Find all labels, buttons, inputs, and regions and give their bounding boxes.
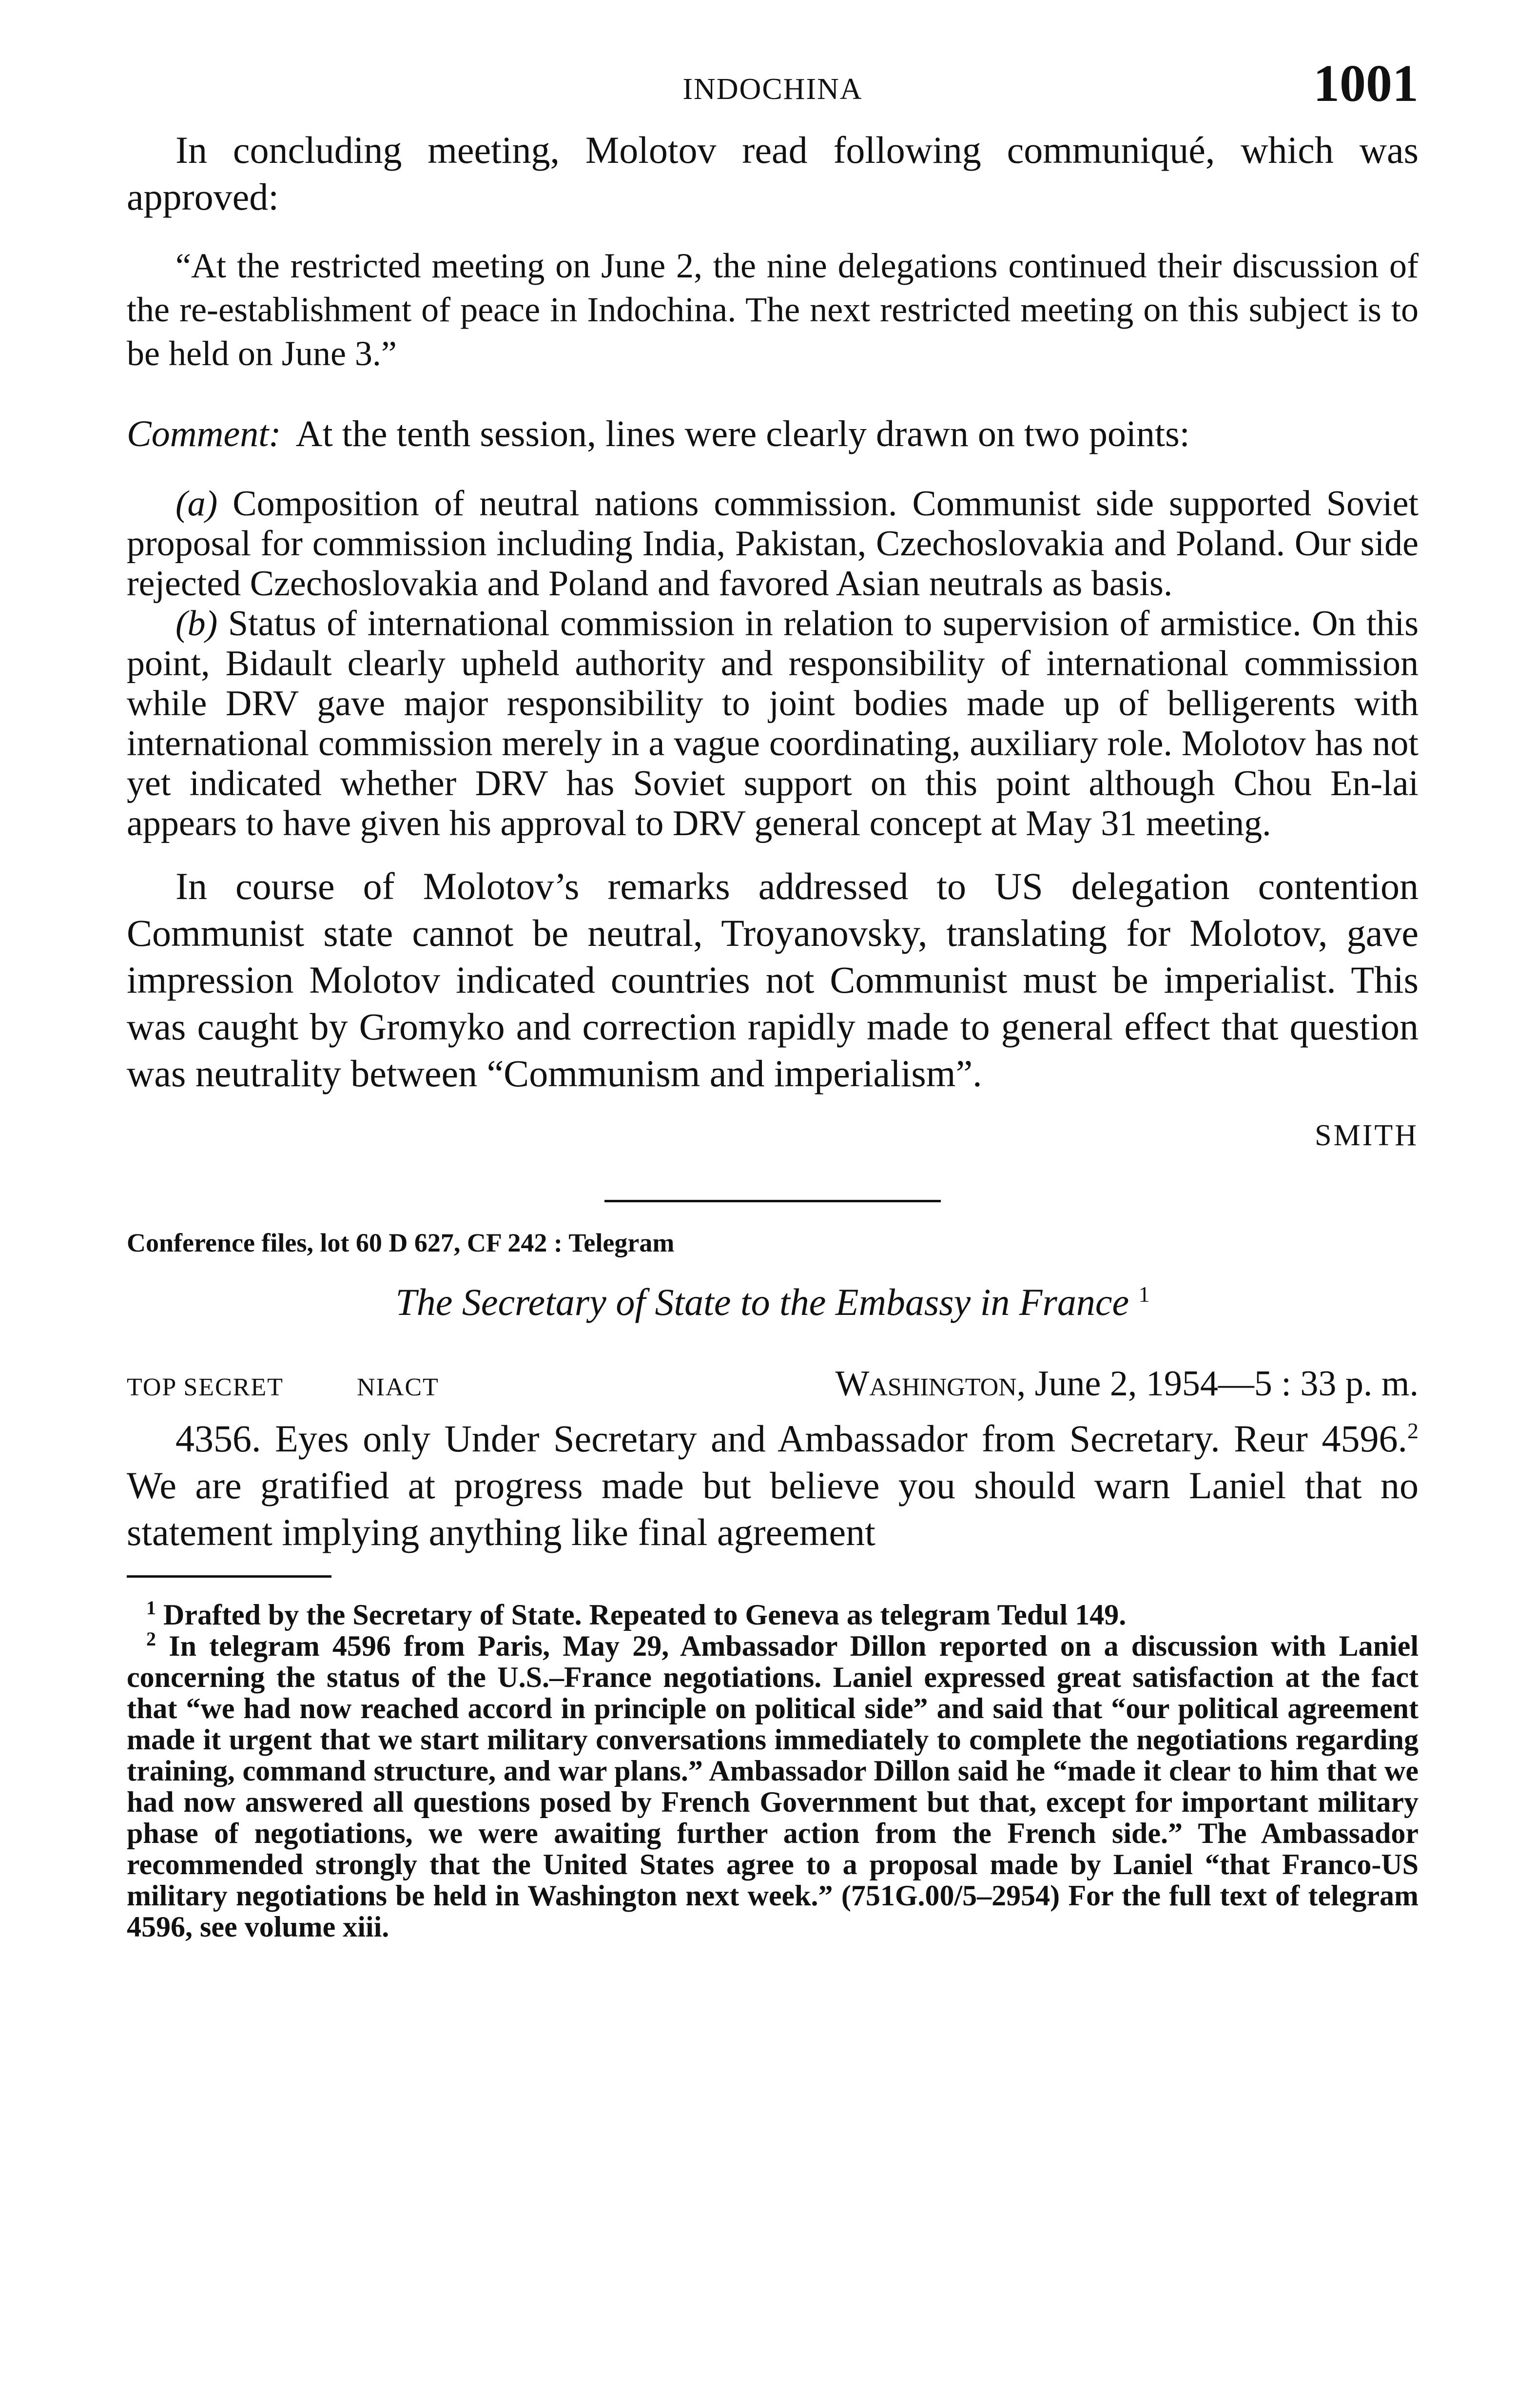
signature: SMITH xyxy=(1315,1119,1419,1152)
document-page xyxy=(127,54,1419,2374)
footnote-1-mark: 1 xyxy=(146,1597,156,1619)
point-b-paragraph xyxy=(127,604,1419,843)
footnote-1-text: Drafted by the Secretary of State. Repeated to Geneva as telegram Tedul 149. xyxy=(163,1599,1127,1631)
title-footnote-ref: 1 xyxy=(1138,1282,1150,1307)
dateline-place: Washington, xyxy=(835,1364,1026,1404)
footnote-1 xyxy=(127,1599,1419,1630)
dateline xyxy=(127,1363,1419,1405)
footnote-2-mark: 2 xyxy=(146,1628,156,1650)
dateline-date: June 2, 1954—5 : 33 p. m. xyxy=(1034,1364,1419,1404)
communique-paragraph: “At the restricted meeting on June 2, the nine delegations continued their discussion of the re-establishment of peace in Indochina. The next restricted meeting on this subject is to be held on June 3.” xyxy=(127,246,1419,373)
telegram-text-part1: 4356. Eyes only Under Secretary and Ambassador from Secretary. Reur 4596. xyxy=(175,1417,1407,1460)
section-divider xyxy=(604,1200,941,1202)
continued-telegram xyxy=(127,127,1419,1153)
classification-label: TOP SECRET xyxy=(127,1373,284,1401)
body-footnote-ref: 2 xyxy=(1407,1418,1419,1443)
footnotes xyxy=(127,1599,1419,1942)
page-number: 1001 xyxy=(1313,55,1419,113)
telegram-body xyxy=(127,1415,1419,1556)
point-a-text: Composition of neutral nations commission. Communist side supported Soviet proposal for commission including India, Pakistan, Czechoslovakia and Poland. Our side rejected Czechoslovakia and Poland and favored Asian neutrals as basis. xyxy=(127,484,1419,604)
comment-text: At the tenth session, lines were clearly drawn on two points: xyxy=(295,413,1190,454)
document-title xyxy=(127,1280,1419,1324)
comment-label: Comment: xyxy=(127,413,281,454)
point-b-text: Status of international commission in relation to supervision of armistice. On this point, Bidault clearly upheld authority and responsibility of international commission while DRV gave major responsibility to joint bodies made up of belligerents with international commission merely in a vague coordinating, auxiliary role. Molotov has not yet indicated whether DRV has Soviet support on this point although Chou En-lai appears to have given his approval to DRV general concept at May 31 meeting. xyxy=(127,604,1419,843)
telegram-text-part2: We are gratified at progress made but believe you should warn Laniel that no statement implying anything like final agreement xyxy=(127,1464,1419,1553)
running-title: INDOCHINA xyxy=(682,73,863,106)
running-head xyxy=(127,54,1419,127)
priority-label: NIACT xyxy=(356,1373,439,1401)
source-citation: Conference files, lot 60 D 627, CF 242 : Telegram xyxy=(127,1228,675,1257)
telegram-paragraph xyxy=(127,1415,1419,1556)
footnote-2-text: In telegram 4596 from Paris, May 29, Ambassador Dillon reported on a discussion with Laniel concerning the status of the U.S.–France negotiations. Laniel expressed great satisfaction at the fact that “we had now reached accord in principle on political side” and said that “our political agreement made it urgent that we start military conversations immediately to complete the negotiations regarding training, command structure, and war plans.” Ambassador Dillon said he “made it clear to him that we had now answered all questions posed by French Government but that, except for important military phase of negotiations, we were awaiting further action from the French side.” The Ambassador recommended strongly that the United States agree to a proposal made by Laniel “that Franco-US military negotiations be held in Washington next week.” (751G.00/5–2954) For the full text of telegram 4596, see volume xiii. xyxy=(127,1630,1419,1943)
comment-paragraph xyxy=(127,404,1419,464)
point-a-marker: (a) xyxy=(175,484,218,524)
footnote-divider xyxy=(127,1575,331,1578)
dateline-place-date xyxy=(836,1363,1419,1405)
footnote-2 xyxy=(127,1630,1419,1942)
intro-paragraph: In concluding meeting, Molotov read following communiqué, which was approved: xyxy=(127,129,1419,218)
document-title-text: The Secretary of State to the Embassy in France xyxy=(395,1281,1129,1323)
closing-paragraph: In course of Molotov’s remarks addressed to US delegation contention Communist state cannot be neutral, Troyanovsky, translating for Molotov, gave impression Molotov indicated countries not Communist must be imperialist. This was caught by Gromyko and correction rapidly made to general effect that question was neutrality between “Communism and imperialism”. xyxy=(127,865,1419,1095)
point-a-paragraph xyxy=(127,484,1419,604)
point-b-marker: (b) xyxy=(175,604,218,644)
